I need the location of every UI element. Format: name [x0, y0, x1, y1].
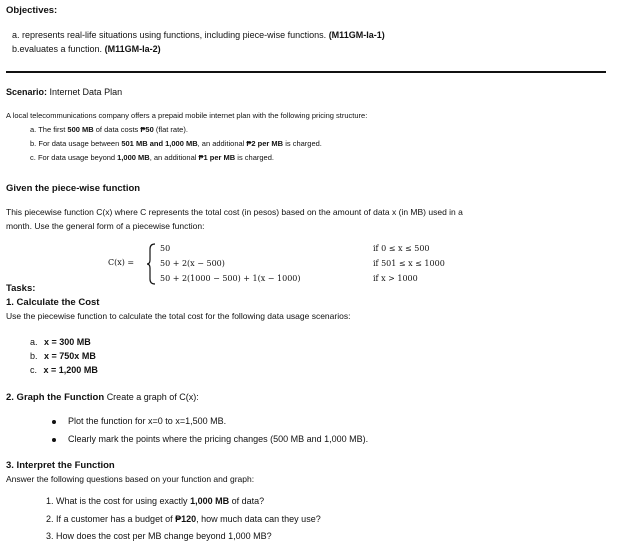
question-2 [46, 514, 321, 524]
case-3-expr: 50 + 2(1000 − 500) + 1(x − 1000) [160, 274, 301, 283]
scenario-item-text: of data costs [95, 125, 139, 134]
case-2-expr: 50 + 2(x − 500) [160, 259, 225, 268]
question-bold: ₱120 [175, 514, 197, 524]
scenario-item-text: is charged. [285, 139, 322, 148]
function-lhs: C(x) = [108, 258, 135, 267]
scenario-intro: A local telecommunications company offers a prepaid mobile internet plan with the following pricing structure: [6, 111, 368, 120]
scenario-item-marker: b. [30, 139, 37, 148]
case-3-cond: if x > 1000 [373, 274, 418, 283]
piecewise-desc-line1: This piecewise function C(x) where C represents the total cost (in pesos) based on the amount of data x (in MB) used in a [6, 207, 463, 217]
task-1-heading: 1. Calculate the Cost [6, 297, 100, 308]
scenario-item-text: , an additional [149, 153, 197, 162]
task-1-item-c [30, 365, 98, 375]
bullet-icon [52, 438, 56, 442]
task-3-heading: 3. Interpret the Function [6, 460, 115, 471]
scenario-line [6, 87, 122, 97]
scenario-label: Scenario: [6, 87, 48, 97]
question-text: 3. How does the cost per MB change beyond 1,000 MB? [46, 531, 272, 541]
task-2-bullet-1: Plot the function for x=0 to x=1,500 MB. [68, 416, 227, 426]
task-1-item-text: x = 300 MB [44, 337, 91, 347]
scenario-title: Internet Data Plan [49, 87, 123, 97]
scenario-item-bold: ₱50 [140, 125, 154, 134]
scenario-item-a [30, 125, 188, 134]
scenario-item-bold: ₱2 per MB [246, 139, 284, 148]
bullet-icon [52, 420, 56, 424]
question-text: , how much data can they use? [196, 514, 321, 524]
tasks-heading: Tasks: [6, 283, 36, 294]
scenario-item-text: The first [38, 125, 66, 134]
piecewise-brace [146, 243, 156, 285]
task-1-item-b [30, 351, 96, 361]
task-1-item-a [30, 337, 91, 347]
scenario-item-marker: a. [30, 125, 37, 134]
scenario-item-text: , an additional [197, 139, 245, 148]
task-1-item-marker: a. [30, 337, 38, 347]
task-2-heading: 2. Graph the Function [6, 392, 105, 403]
case-1-cond: if 0 ≤ x ≤ 500 [373, 244, 430, 253]
task-2-bullet-2: Clearly mark the points where the pricing changes (500 MB and 1,000 MB). [68, 434, 369, 444]
scenario-item-marker: c. [30, 153, 36, 162]
objective-a [12, 30, 385, 40]
question-3 [46, 531, 272, 541]
scenario-item-text: For data usage between [38, 139, 120, 148]
question-text: of data? [231, 496, 265, 506]
objective-b-text: b.evaluates a function. [12, 44, 103, 54]
question-text: 2. If a customer has a budget of [46, 514, 173, 524]
scenario-item-bold: 501 MB and 1,000 MB [121, 139, 198, 148]
task-1-item-text: x = 750x MB [44, 351, 96, 361]
task-1-item-marker: b. [30, 351, 38, 361]
objective-b [12, 44, 161, 54]
objective-a-text: a. represents real-life situations using functions, including piece-wise functions. [12, 30, 327, 40]
objective-b-code: (M11GM-Ia-2) [104, 44, 161, 54]
case-2-cond: if 501 ≤ x ≤ 1000 [373, 259, 445, 268]
task-1-item-text: x = 1,200 MB [43, 365, 98, 375]
scenario-item-text: For data usage beyond [37, 153, 116, 162]
piecewise-heading: Given the piece-wise function [6, 183, 141, 194]
question-1 [46, 496, 264, 506]
objective-a-code: (M11GM-Ia-1) [328, 30, 385, 40]
task-1-desc: Use the piecewise function to calculate the total cost for the following data usage scenarios: [6, 311, 351, 321]
scenario-item-bold: 500 MB [67, 125, 94, 134]
objectives-heading: Objectives: [6, 5, 58, 16]
question-bold: 1,000 MB [190, 496, 230, 506]
scenario-item-c [30, 153, 274, 162]
divider [6, 71, 606, 73]
task-3-desc: Answer the following questions based on your function and graph: [6, 474, 255, 484]
scenario-item-b [30, 139, 322, 148]
scenario-item-text: (flat rate). [155, 125, 188, 134]
case-1-expr: 50 [160, 244, 171, 253]
question-text: 1. What is the cost for using exactly [46, 496, 188, 506]
task-1-item-marker: c. [30, 365, 38, 375]
scenario-item-text: is charged. [237, 153, 274, 162]
scenario-item-bold: ₱1 per MB [198, 153, 236, 162]
task-2-line [6, 392, 199, 403]
scenario-item-bold: 1,000 MB [117, 153, 150, 162]
piecewise-desc-line2: month. Use the general form of a piecewise function: [6, 221, 205, 231]
task-2-desc: Create a graph of C(x): [106, 392, 199, 402]
